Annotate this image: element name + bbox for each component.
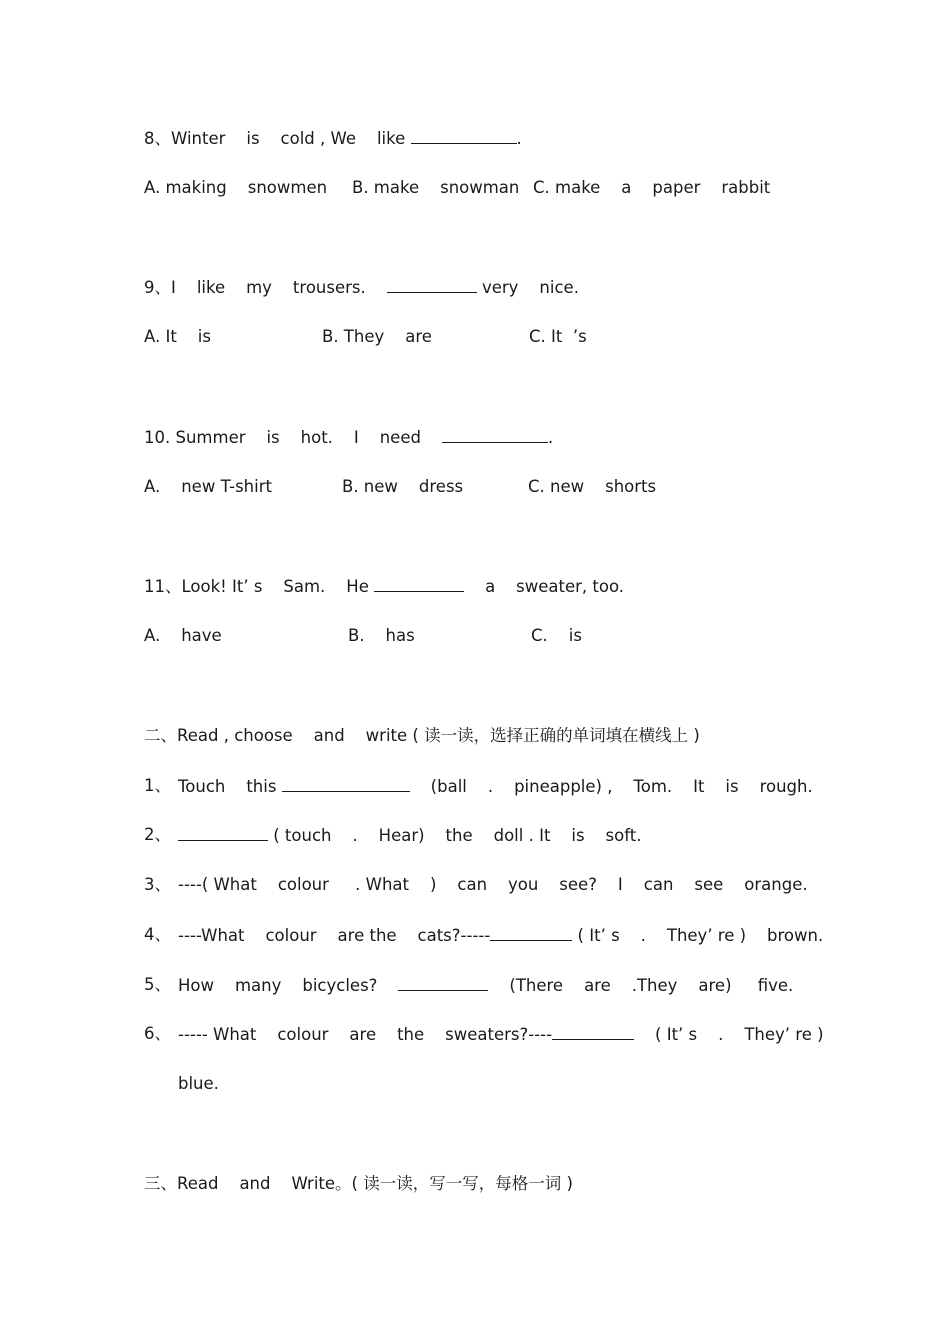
question-8: 8、Winter is cold , We like . [144, 129, 522, 148]
section-2-item-6: ----- What colour are the sweaters?---- ( It’ s . They’ re ) [178, 1025, 824, 1044]
answer-blank[interactable] [398, 974, 488, 991]
section-2-item-2: ( touch . Hear) the doll . It is soft. [178, 824, 641, 847]
answer-blank[interactable] [411, 127, 517, 144]
section-2-item-3: ----( What colour . What ) can you see? I can see orange. [178, 875, 808, 894]
item-number: 6、 [144, 1024, 171, 1043]
answer-blank[interactable] [374, 575, 464, 592]
option-b: B. has [348, 626, 415, 645]
option-a: A. new T-shirt [144, 477, 272, 496]
option-c: C. new shorts [528, 477, 657, 496]
option-b: B. make snowman [352, 178, 520, 197]
item-number: 1、 [144, 776, 171, 795]
answer-blank[interactable] [387, 276, 477, 293]
option-a: A. It is [144, 327, 211, 346]
section-2-item-4: ----What colour are the cats?----- ( It’ s . They’ re ) brown. [178, 926, 824, 945]
answer-blank[interactable] [442, 426, 548, 443]
question-11: 11、Look! It’ s Sam. He a sweater, too. [144, 577, 625, 596]
answer-blank[interactable] [490, 924, 572, 941]
section-3-heading: 三、Read and Write。( 读一读，写一写，每格一词 ) [144, 1174, 573, 1193]
option-c: C. It ’s [529, 327, 587, 346]
option-b: B. They are [322, 327, 432, 346]
answer-blank[interactable] [552, 1023, 634, 1040]
section-2-item-5: How many bicycles? (There are .They are) five. [178, 976, 794, 995]
option-a: A. have [144, 626, 222, 645]
option-a: A. making snowmen [144, 178, 328, 197]
item-continuation: blue. [178, 1074, 219, 1093]
section-2-heading: 二、Read , choose and write ( 读一读，选择正确的单词填在横线上 ) [144, 726, 700, 745]
section-2-item-1: Touch this (ball . pineapple) , Tom. It is rough. [178, 777, 813, 796]
option-c: C. is [531, 626, 582, 645]
option-b: B. new dress [342, 477, 464, 496]
question-10: 10. Summer is hot. I need . [144, 428, 554, 447]
item-number: 5、 [144, 975, 171, 994]
item-number: 2、 [144, 825, 171, 844]
question-9: 9、I like my trousers. very nice. [144, 278, 579, 297]
answer-blank[interactable] [282, 775, 410, 792]
item-number: 3、 [144, 875, 171, 894]
item-number: 4、 [144, 925, 171, 944]
answer-blank[interactable] [178, 824, 268, 841]
option-c: C. make a paper rabbit [533, 178, 771, 197]
